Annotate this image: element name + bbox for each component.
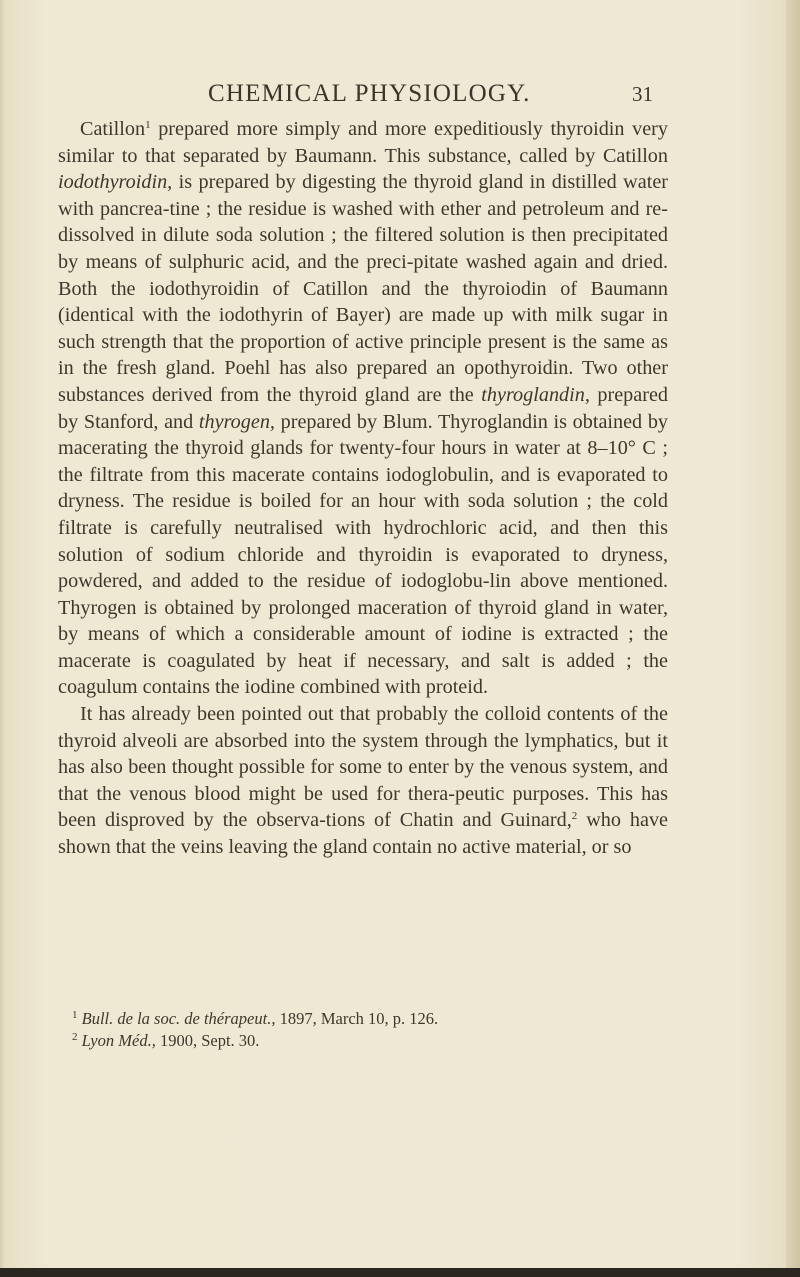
text-run: prepared by Stanford, and — [58, 383, 669, 433]
footnote-mark: 2 — [72, 1031, 78, 1043]
scan-bottom-edge — [0, 1268, 800, 1277]
paragraph-1 — [58, 116, 668, 701]
running-title: CHEMICAL PHYSIOLOGY. — [208, 80, 531, 107]
footnote-ref: 2 — [571, 810, 578, 823]
page-number: 31 — [632, 82, 653, 106]
paragraph-2 — [58, 701, 668, 861]
footnote-citation: 1900, Sept. 30. — [155, 1031, 260, 1050]
footnote-mark: 1 — [72, 1009, 78, 1021]
italic-term: thyroglandin, — [481, 383, 590, 406]
italic-term: iodothyroidin, — [58, 171, 173, 194]
text-run: It has already been pointed out that probably the colloid contents of the thyroid alveoli are absorbed into the system through the lymphatics, but it has also been thought possible for some to enter by the venous system, and that the venous blood might be used for thera-peutic purposes. This has been disproved by the observa-tions of Chatin and Guinard, — [58, 703, 668, 832]
text-run: who have shown that the veins leaving the gland contain no active material, or so — [58, 809, 668, 859]
footnote-citation: 1897, March 10, p. 126. — [275, 1009, 439, 1028]
text-run: prepared by Blum. Thyroglandin is obtained by macerating the thyroid glands for twenty-four hours in water at 8–10° C ; the filtrate from this macerate contains iodoglobulin, and is evaporated to dryness. The residue is boiled for an hour with soda solution ; the cold filtrate is carefully neutralised with hydrochloric acid, and then this solution of sodium chloride and thyroidin is evaporated to dryness, powdered, and added to the residue of iodoglobu-lin above mentioned. Thyrogen is obtained by prolonged maceration of thyroid gland in water, by means of which a considerable amount of iodine is extracted ; the macerate is coagulated by heat if necessary, and salt is added ; the coagulum contains the iodine combined with proteid. — [58, 410, 669, 699]
page-left-edge — [0, 0, 6, 1277]
footnote-1 — [58, 1008, 668, 1030]
page-spine-shadow — [786, 0, 800, 1277]
text-run: Catillon — [80, 118, 146, 140]
footnotes — [58, 1008, 668, 1052]
text-run: prepared more simply and more expeditiously thyroidin very similar to that separated by Baumann. This substance, called by Catillon — [58, 118, 668, 167]
footnote-2 — [58, 1030, 668, 1052]
body-text — [58, 116, 668, 861]
footnote-journal: Bull. de la soc. de thérapeut., — [81, 1009, 276, 1028]
text-run: is prepared by digesting the thyroid gland in distilled water with pancrea-tine ; the residue is washed with ether and petroleum and re-dissolved in dilute soda solution ; the filtered solution is then precipitated by means of sulphuric acid, and the preci-pitate washed again and dried. Both the iodothyroidin of Catillon and the thyroiodin of Baumann (identical with the iodothyrin of Bayer) are made up with milk sugar in such strength that the proportion of active principle present is the same as in the fresh gland. Poehl has also prepared an opothyroidin. Two other substances derived from the thyroid gland are the — [58, 171, 668, 406]
running-header — [0, 80, 800, 114]
italic-term: thyrogen, — [198, 410, 275, 433]
footnote-ref: 1 — [145, 119, 151, 131]
footnote-journal: Lyon Méd., — [81, 1031, 156, 1050]
